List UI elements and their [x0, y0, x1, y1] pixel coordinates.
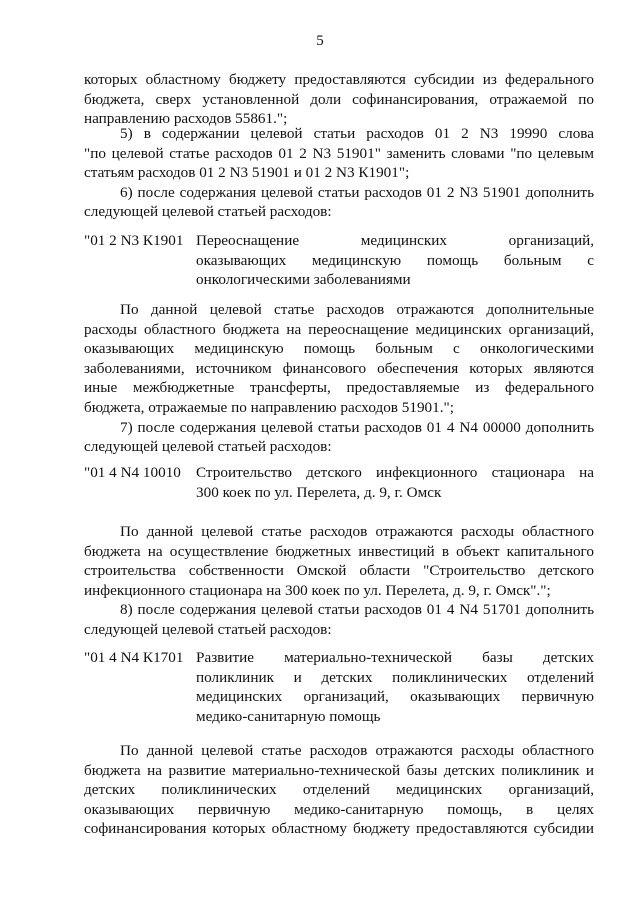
- text-line: следующей целевой статьей расходов:: [84, 620, 332, 638]
- budget-code: "01 4 N4 К1701: [84, 649, 184, 666]
- budget-code-entry: [84, 463, 594, 503]
- text-line: медицинских организаций, оказывающих первичную: [196, 688, 594, 706]
- text-line: инфекционного стационара на 300 коек по ул. Перелета, д. 9, г. Омск".";: [84, 581, 551, 599]
- text-line: медико-санитарную помощь: [196, 707, 381, 725]
- text-line: заболеваниями, источником финансового обеспечения которых являются: [84, 359, 594, 377]
- text-line: следующей целевой статьей расходов:: [84, 438, 332, 456]
- page-number: 5: [316, 33, 324, 49]
- text-line: которых областному бюджету предоставляются субсидии из федерального: [84, 71, 594, 88]
- budget-code-entry: [84, 231, 594, 291]
- text-line: 7) после содержания целевой статьи расходов 01 4 N4 00000 дополнить: [120, 418, 594, 436]
- text-line: 5) в содержании целевой статьи расходов 01 2 N3 19990 слова: [120, 125, 594, 142]
- text-line: следующей целевой статьей расходов:: [84, 203, 332, 221]
- budget-code-description: [196, 463, 594, 502]
- budget-code-description: [196, 648, 594, 726]
- text-line: Развитие материально-технической базы детских: [196, 649, 594, 666]
- text-line: иные межбюджетные трансферты, предоставляемые из федерального: [84, 379, 594, 397]
- text-line: расходы областного бюджета на переоснащение медицинских организаций,: [84, 320, 594, 338]
- budget-code: "01 2 N3 К1901: [84, 232, 184, 249]
- paragraph-continuation: [84, 70, 594, 129]
- text-line: бюджета на осуществление бюджетных инвестиций в объект капитального: [84, 542, 594, 560]
- text-line: бюджета, сверх установленной доли софинансирования, отражаемой по: [84, 90, 594, 108]
- paragraph-description: [84, 741, 594, 839]
- text-line: По данной целевой статье расходов отражаются расходы областного: [120, 742, 594, 759]
- text-line: оказывающих медицинскую помощь больным с: [196, 251, 594, 269]
- text-line: детских поликлинических отделений медицинских организаций,: [84, 781, 594, 799]
- text-line: оказывающих первичную медико-санитарную помощь, в целях: [84, 800, 594, 818]
- budget-code-entry: [84, 648, 594, 728]
- text-line: бюджета на развитие материально-технической базы детских поликлиник и: [84, 761, 594, 779]
- text-line: 6) после содержания целевой статьи расходов 01 2 N3 51901 дополнить: [120, 183, 594, 201]
- text-line: строительства собственности Омской области "Строительство детского: [84, 562, 594, 580]
- budget-code: "01 4 N4 10010: [84, 464, 181, 481]
- text-line: По данной целевой статье расходов отражаются расходы областного: [120, 523, 594, 540]
- text-line: Строительство детского инфекционного стационара на: [196, 464, 594, 481]
- text-line: бюджета, отражаемые по направлению расходов 51901.";: [84, 398, 454, 416]
- text-line: статьям расходов 01 2 N3 51901 и 01 2 N3 К1901";: [84, 164, 410, 182]
- paragraph-description: [84, 522, 594, 640]
- paragraph-description: [84, 300, 594, 457]
- text-line: оказывающих медицинскую помощь больным с онкологическими: [84, 340, 594, 358]
- text-line: Переоснащение медицинских организаций,: [196, 232, 594, 249]
- budget-code-description: [196, 231, 594, 290]
- text-line: По данной целевой статье расходов отражаются дополнительные: [120, 301, 594, 318]
- text-line: "по целевой статье расходов 01 2 N3 51901" заменить словами "по целевым: [84, 144, 594, 162]
- text-line: 300 коек по ул. Перелета, д. 9, г. Омск: [196, 483, 442, 501]
- text-line: направлению расходов 55861.";: [84, 110, 288, 128]
- text-line: софинансирования которых областному бюджету предоставляются субсидии: [84, 820, 594, 838]
- text-line: онкологическими заболеваниями: [196, 271, 411, 289]
- amendment-items-5-6: [84, 124, 594, 222]
- text-line: 8) после содержания целевой статьи расходов 01 4 N4 51701 дополнить: [120, 601, 594, 619]
- text-line: поликлиник и детских поликлинических отделений: [196, 668, 594, 686]
